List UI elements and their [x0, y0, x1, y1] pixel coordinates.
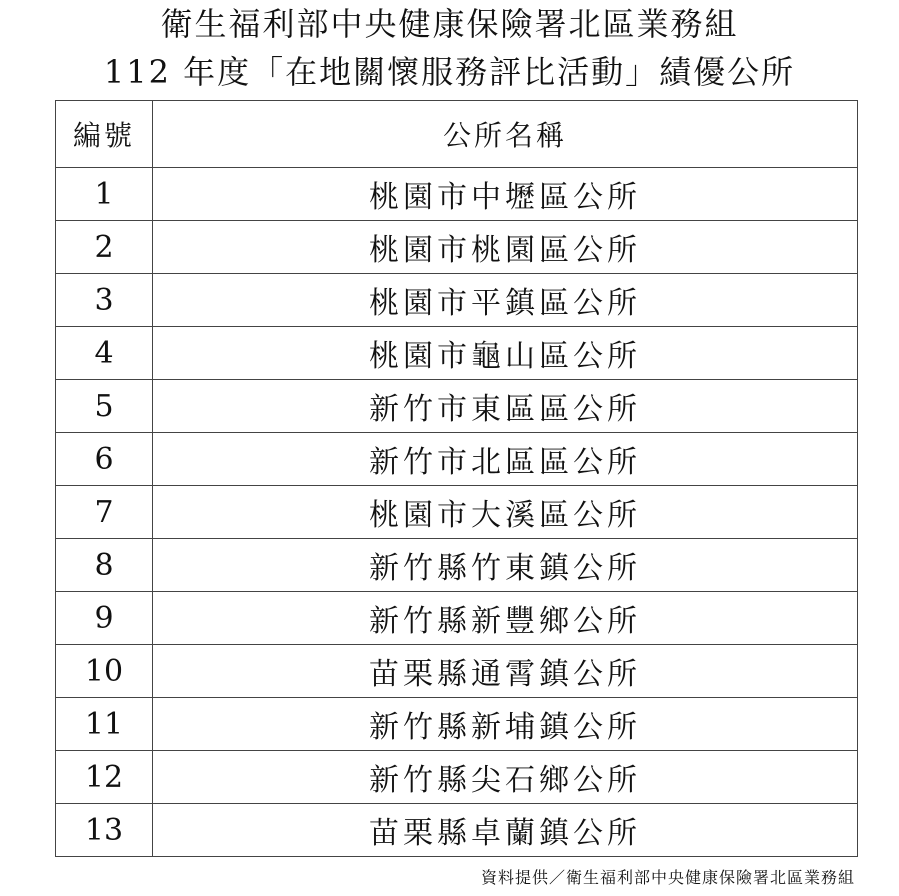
document-subtitle: 112 年度「在地關懷服務評比活動」績優公所 — [103, 53, 796, 91]
row-number: 8 — [56, 539, 153, 592]
table-row — [56, 221, 858, 274]
row-number: 5 — [56, 380, 153, 433]
row-number: 2 — [56, 221, 153, 274]
office-name: 桃園市中壢區公所 — [153, 168, 858, 221]
table-row — [56, 645, 858, 698]
office-name: 桃園市平鎮區公所 — [153, 274, 858, 327]
award-table — [55, 100, 858, 857]
row-number: 3 — [56, 274, 153, 327]
office-name: 新竹市東區區公所 — [153, 380, 858, 433]
office-name: 苗栗縣卓蘭鎮公所 — [153, 804, 858, 857]
row-number: 9 — [56, 592, 153, 645]
office-name: 桃園市龜山區公所 — [153, 327, 858, 380]
table-row — [56, 539, 858, 592]
table-row — [56, 168, 858, 221]
row-number: 11 — [56, 698, 153, 751]
table-row — [56, 486, 858, 539]
table-row — [56, 274, 858, 327]
header-number: 編號 — [56, 101, 153, 168]
row-number: 6 — [56, 433, 153, 486]
source-credit: 資料提供／衛生福利部中央健康保險署北區業務組 — [480, 868, 855, 887]
office-name: 桃園市大溪區公所 — [153, 486, 858, 539]
office-name: 苗栗縣通霄鎮公所 — [153, 645, 858, 698]
row-number: 10 — [56, 645, 153, 698]
row-number: 13 — [56, 804, 153, 857]
table-row — [56, 698, 858, 751]
table-row — [56, 804, 858, 857]
table-header-row — [56, 101, 858, 168]
office-name: 新竹縣新豐鄉公所 — [153, 592, 858, 645]
office-name: 新竹市北區區公所 — [153, 433, 858, 486]
table-row — [56, 433, 858, 486]
office-name: 桃園市桃園區公所 — [153, 221, 858, 274]
document-title: 衛生福利部中央健康保險署北區業務組 — [160, 5, 739, 43]
row-number: 1 — [56, 168, 153, 221]
table-row — [56, 751, 858, 804]
row-number: 7 — [56, 486, 153, 539]
office-name: 新竹縣尖石鄉公所 — [153, 751, 858, 804]
office-name: 新竹縣新埔鎮公所 — [153, 698, 858, 751]
row-number: 4 — [56, 327, 153, 380]
row-number: 12 — [56, 751, 153, 804]
table-row — [56, 592, 858, 645]
table-row — [56, 327, 858, 380]
table-row — [56, 380, 858, 433]
office-name: 新竹縣竹東鎮公所 — [153, 539, 858, 592]
header-office-name: 公所名稱 — [153, 101, 858, 168]
